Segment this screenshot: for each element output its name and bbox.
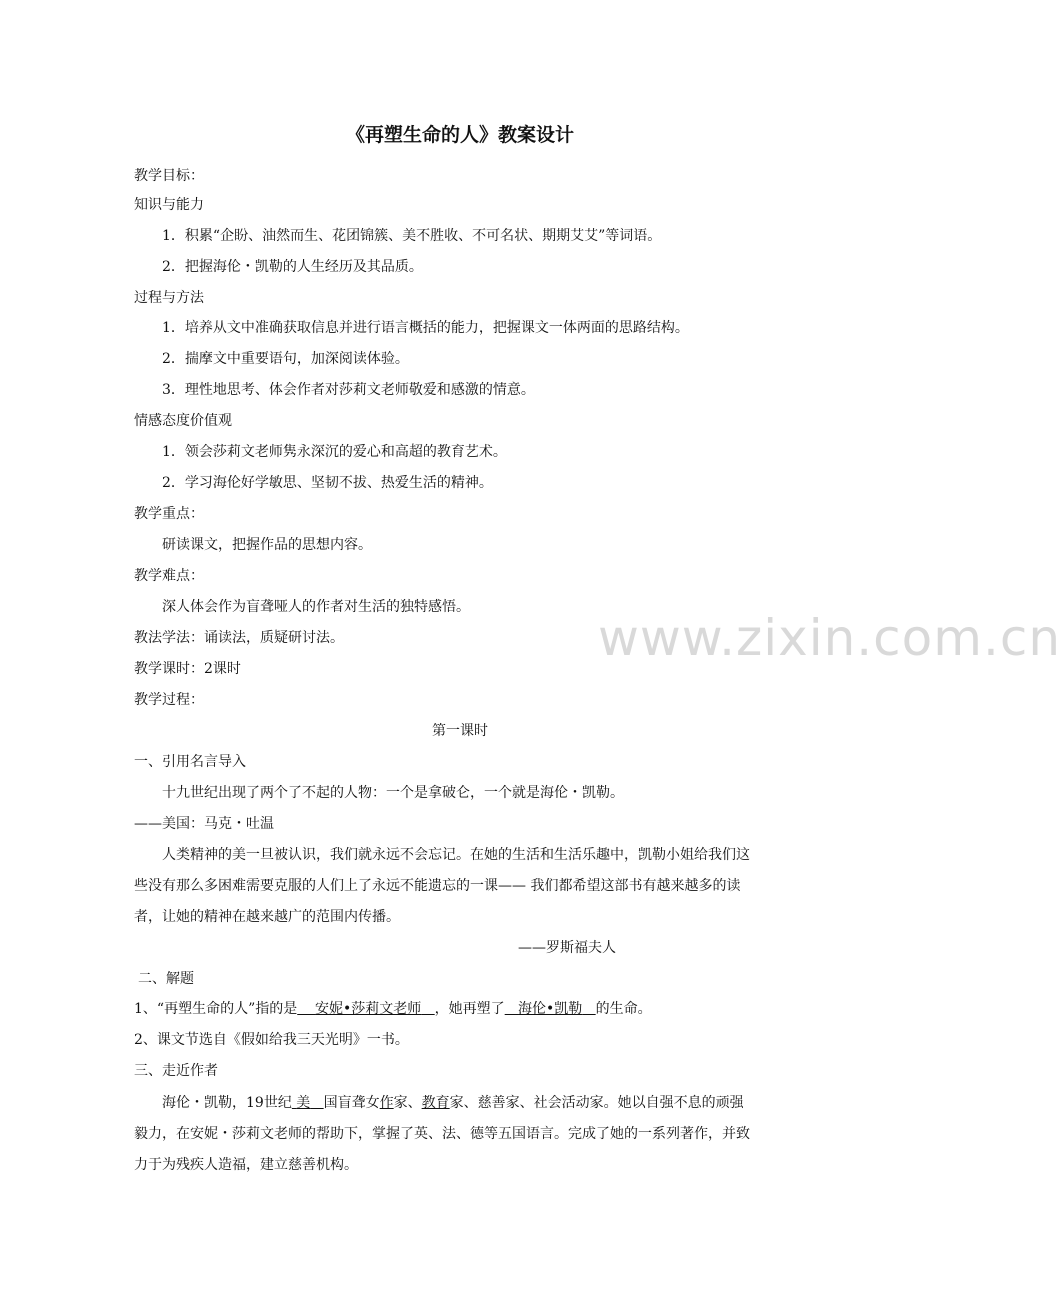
paragraph: 2、课文节选自《假如给我三天光明》一书。: [134, 1032, 409, 1048]
author-paragraph: 海伦・凯勒，19世纪 美 国盲聋女作家、教育家、慈善家、社会活动家。她以自强不息的顽强: [162, 1095, 744, 1111]
paragraph: 研读课文，把握作品的思想内容。: [162, 537, 372, 553]
paragraph: 教学课时：2课时: [134, 661, 241, 677]
sub-heading: 情感态度价值观: [134, 413, 232, 429]
list-item: 2．揣摩文中重要语句，加深阅读体验。: [162, 351, 409, 367]
list-item: 2．把握海伦・凯勒的人生经历及其品质。: [162, 259, 423, 275]
page-title: 《再塑生命的人》教案设计: [345, 124, 574, 146]
question-text: 的生命。: [595, 1001, 652, 1017]
section-heading: 二、解题: [138, 971, 194, 987]
section-heading: 教学重点：: [134, 506, 204, 522]
sub-heading: 知识与能力: [134, 197, 204, 213]
question-text: 1、“再塑生命的人”指的是: [134, 1001, 298, 1017]
paragraph: 深人体会作为盲聋哑人的作者对生活的独特感悟。: [162, 599, 470, 615]
underlined-word: 教育: [421, 1095, 450, 1111]
list-item: 1．领会莎莉文老师隽永深沉的爱心和高超的教育艺术。: [162, 444, 507, 460]
quote: 人类精神的美一旦被认识，我们就永远不会忘记。在她的生活和生活乐趣中，凯勒小姐给我们这: [162, 847, 750, 863]
list-item: 2．学习海伦好学敏思、坚韧不拔、热爱生活的精神。: [162, 475, 493, 491]
watermark: www.zixin.com.cn: [598, 609, 1061, 667]
list-item: 1．积累“企盼、油然而生、花团锦簇、美不胜收、不可名状、期期艾艾”等词语。: [162, 228, 662, 244]
quote: 些没有那么多困难需要克服的人们上了永远不能遗忘的一课—— 我们都希望这部书有越来越多的读: [134, 878, 741, 894]
section-heading: 教学过程：: [134, 692, 204, 708]
quote-attribution: ——罗斯福夫人: [518, 940, 616, 956]
section-heading: 三、走近作者: [134, 1063, 218, 1079]
sub-heading: 过程与方法: [134, 290, 204, 306]
answer-blank: 安妮•莎莉文老师: [315, 1001, 422, 1017]
answer-blank: 美: [296, 1095, 311, 1111]
question-text: ，她再塑了: [434, 1001, 505, 1017]
question-line: [134, 999, 652, 1019]
quote: 十九世纪出现了两个了不起的人物：一个是拿破仑，一个就是海伦・凯勒。: [162, 785, 624, 801]
underlined-word: 作: [379, 1095, 394, 1111]
list-item: 3．理性地思考、体会作者对莎莉文老师敬爱和感激的情意。: [162, 382, 535, 398]
paragraph: 力于为残疾人造福，建立慈善机构。: [134, 1157, 358, 1173]
section-heading: 教学目标：: [134, 168, 204, 184]
list-item: 1．培养从文中准确获取信息并进行语言概括的能力，把握课文一体两面的思路结构。: [162, 320, 689, 336]
quote-attribution: ——美国：马克・吐温: [134, 816, 274, 832]
section-heading: 教学难点：: [134, 568, 204, 584]
section-heading: 一、引用名言导入: [134, 754, 246, 770]
paragraph: 教法学法：诵读法，质疑研讨法。: [134, 630, 344, 646]
answer-blank: 海伦•凯勒: [518, 1001, 583, 1017]
paragraph: 毅力，在安妮・莎莉文老师的帮助下，掌握了英、法、德等五国语言。完成了她的一系列著作，并致: [134, 1126, 750, 1142]
quote: 者，让她的精神在越来越广的范围内传播。: [134, 909, 400, 925]
lesson-heading: 第一课时: [432, 723, 488, 739]
